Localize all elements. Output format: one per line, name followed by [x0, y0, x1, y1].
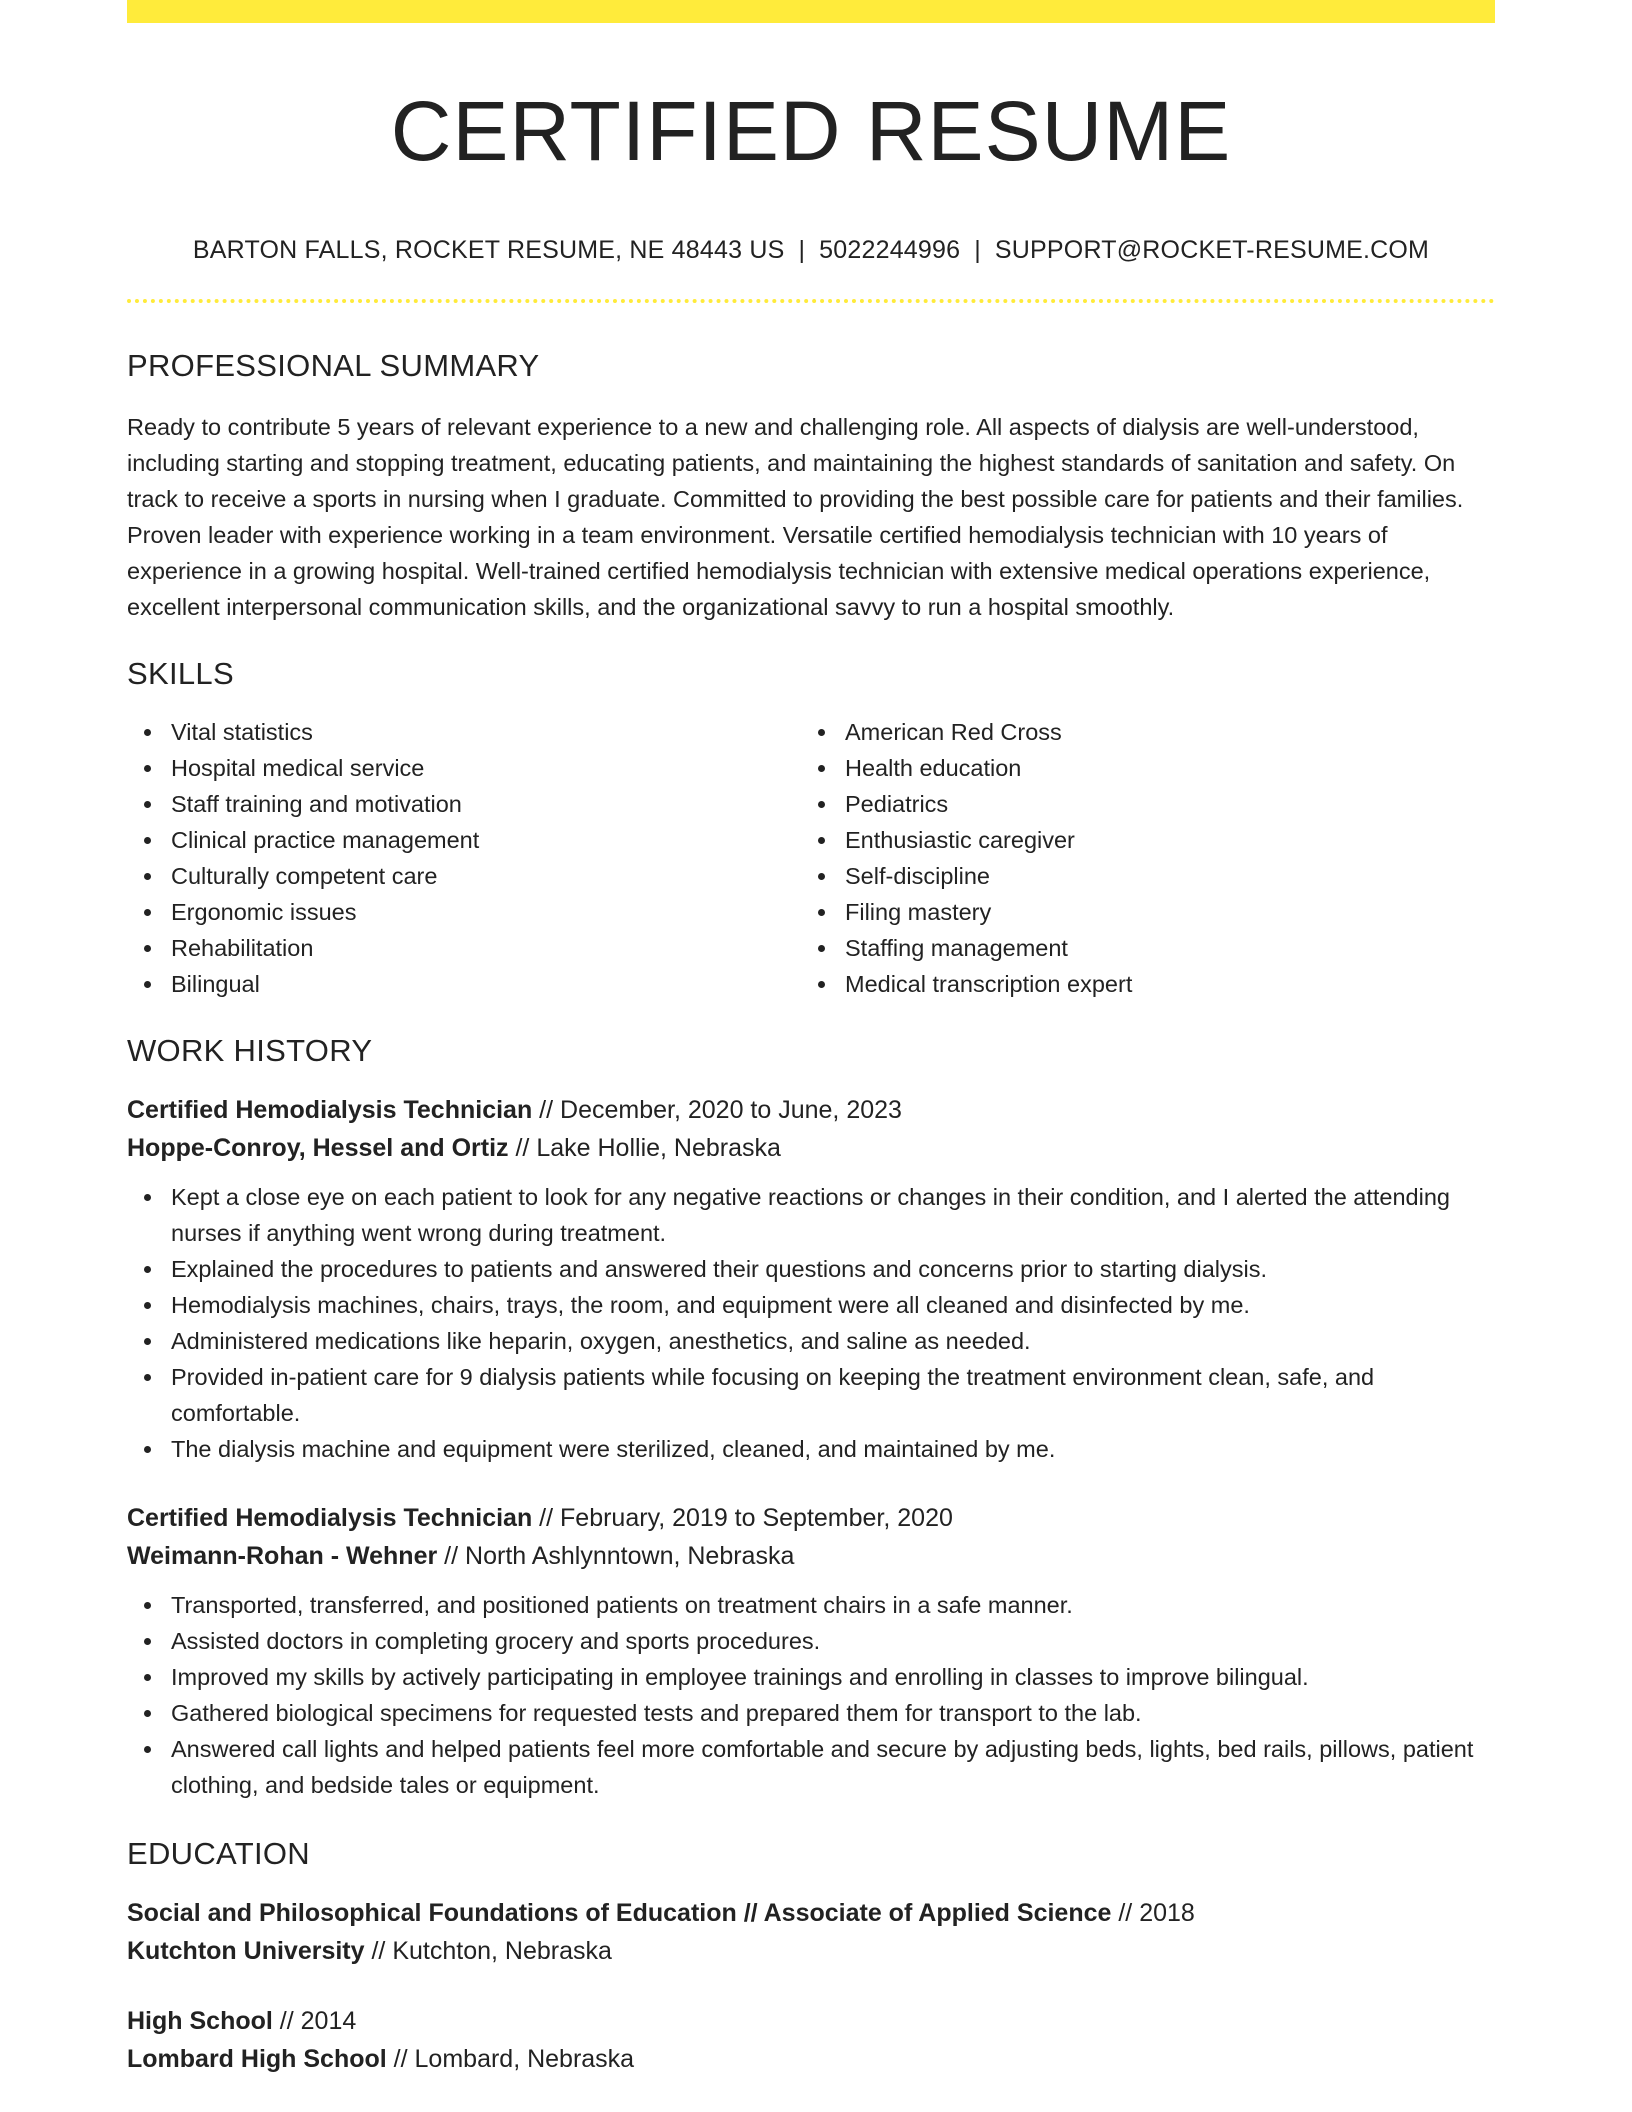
contact-line	[127, 235, 1495, 265]
job-bullet: Provided in-patient care for 9 dialysis patients while focusing on keeping the treatment environment clean, safe, and comfortable.	[127, 1359, 1495, 1431]
job-bullet: Administered medications like heparin, oxygen, anesthetics, and saline as needed.	[127, 1323, 1495, 1359]
education-separator: //	[279, 2007, 294, 2036]
skill-item: Vital statistics	[127, 714, 801, 750]
job-bullet: The dialysis machine and equipment were sterilized, cleaned, and maintained by me.	[127, 1431, 1495, 1467]
job-company-line	[127, 1537, 1495, 1575]
education-year: 2014	[300, 2007, 357, 2036]
accent-bar	[127, 0, 1495, 23]
education-separator: //	[1118, 1899, 1133, 1928]
job-bullet: Answered call lights and helped patients feel more comfortable and secure by adjusting beds, lights, bed rails, pillows, patient clothing, and bedside tales or equipment.	[127, 1731, 1495, 1803]
job-bullet: Explained the procedures to patients and answered their questions and concerns prior to starting dialysis.	[127, 1251, 1495, 1287]
job-bullets	[127, 1587, 1495, 1803]
skill-item: Bilingual	[127, 966, 801, 1002]
job-dates: February, 2019 to September, 2020	[560, 1503, 953, 1532]
skill-item: Rehabilitation	[127, 930, 801, 966]
skill-item: Pediatrics	[801, 786, 1475, 822]
job-entry	[127, 1499, 1495, 1803]
job-entry	[127, 1091, 1495, 1467]
job-title-line	[127, 1499, 1495, 1537]
job-company-line	[127, 1129, 1495, 1167]
education-location: Kutchton, Nebraska	[392, 1937, 612, 1966]
job-bullet: Improved my skills by actively participating in employee trainings and enrolling in classes to improve bilingual.	[127, 1659, 1495, 1695]
contact-email: SUPPORT@ROCKET-RESUME.COM	[994, 236, 1430, 265]
job-title-line	[127, 1091, 1495, 1129]
contact-phone: 5022244996	[819, 236, 961, 265]
resume-page	[127, 0, 1495, 2078]
skill-item: Ergonomic issues	[127, 894, 801, 930]
education-year: 2018	[1139, 1899, 1195, 1928]
skill-item: Self-discipline	[801, 858, 1475, 894]
job-bullet: Transported, transferred, and positioned patients on treatment chairs in a safe manner.	[127, 1587, 1495, 1623]
job-role: Certified Hemodialysis Technician	[127, 1503, 533, 1532]
skill-item: Health education	[801, 750, 1475, 786]
contact-separator: |	[798, 236, 806, 265]
job-separator: //	[444, 1541, 459, 1570]
job-location: North Ashlynntown, Nebraska	[465, 1541, 795, 1570]
skill-item: Filing mastery	[801, 894, 1475, 930]
education-entry	[127, 1894, 1495, 1970]
skill-item: Staff training and motivation	[127, 786, 801, 822]
job-company: Hoppe-Conroy, Hessel and Ortiz	[127, 1133, 509, 1162]
skills-list	[127, 714, 1495, 1002]
resume-name: CERTIFIED RESUME	[390, 84, 1232, 178]
education-heading: EDUCATION	[127, 1835, 310, 1871]
education-separator: //	[393, 2045, 408, 2074]
job-company: Weimann-Rohan - Wehner	[127, 1541, 438, 1570]
skill-item: Clinical practice management	[127, 822, 801, 858]
job-separator: //	[515, 1133, 530, 1162]
skill-item: Staffing management	[801, 930, 1475, 966]
job-location: Lake Hollie, Nebraska	[536, 1133, 781, 1162]
skills-heading: SKILLS	[127, 655, 234, 691]
skill-item: Culturally competent care	[127, 858, 801, 894]
skill-item: Hospital medical service	[127, 750, 801, 786]
work-heading: WORK HISTORY	[127, 1032, 373, 1068]
job-separator: //	[539, 1095, 554, 1124]
job-bullets	[127, 1179, 1495, 1467]
education-location: Lombard, Nebraska	[414, 2045, 635, 2074]
job-dates: December, 2020 to June, 2023	[560, 1095, 902, 1124]
summary-heading: PROFESSIONAL SUMMARY	[127, 348, 540, 384]
education-degree-line	[127, 2002, 1495, 2040]
summary-text: Ready to contribute 5 years of relevant experience to a new and challenging role. All aspects of dialysis are well-understood, including starting and stopping treatment, educating patients, and maintaining the highest standards of sanitation and safety. On track to receive a sports in nursing when I graduate. Committed to providing the best possible care for patients and their families. Proven leader with experience working in a team environment. Versatile certified hemodialysis technician with 10 years of experience in a growing hospital. Well-trained certified hemodialysis technician with extensive medical operations experience, excellent interpersonal communication skills, and the organizational savvy to run a hospital smoothly.	[127, 413, 1464, 620]
job-bullet: Hemodialysis machines, chairs, trays, the room, and equipment were all cleaned and disinfected by me.	[127, 1287, 1495, 1323]
education-school: Lombard High School	[127, 2045, 387, 2074]
education-school-line	[127, 2040, 1495, 2078]
job-role: Certified Hemodialysis Technician	[127, 1095, 533, 1124]
job-bullet: Gathered biological specimens for requested tests and prepared them for transport to the lab.	[127, 1695, 1495, 1731]
job-bullet: Kept a close eye on each patient to look for any negative reactions or changes in their condition, and I alerted the attending nurses if anything went wrong during treatment.	[127, 1179, 1495, 1251]
contact-separator: |	[974, 236, 981, 265]
education-school: Kutchton University	[127, 1937, 365, 1966]
education-degree: Social and Philosophical Foundations of Education // Associate of Applied Science	[127, 1899, 1112, 1928]
dotted-divider	[127, 299, 1495, 303]
education-entry	[127, 2002, 1495, 2078]
job-separator: //	[539, 1503, 554, 1532]
skill-item: Medical transcription expert	[801, 966, 1475, 1002]
education-school-line	[127, 1932, 1495, 1970]
contact-address: BARTON FALLS, ROCKET RESUME, NE 48443 US	[192, 236, 785, 265]
skill-item: Enthusiastic caregiver	[801, 822, 1475, 858]
education-degree-line	[127, 1894, 1495, 1932]
job-bullet: Assisted doctors in completing grocery and sports procedures.	[127, 1623, 1495, 1659]
skill-item: American Red Cross	[801, 714, 1475, 750]
education-separator: //	[371, 1937, 386, 1966]
education-degree: High School	[127, 2007, 273, 2036]
